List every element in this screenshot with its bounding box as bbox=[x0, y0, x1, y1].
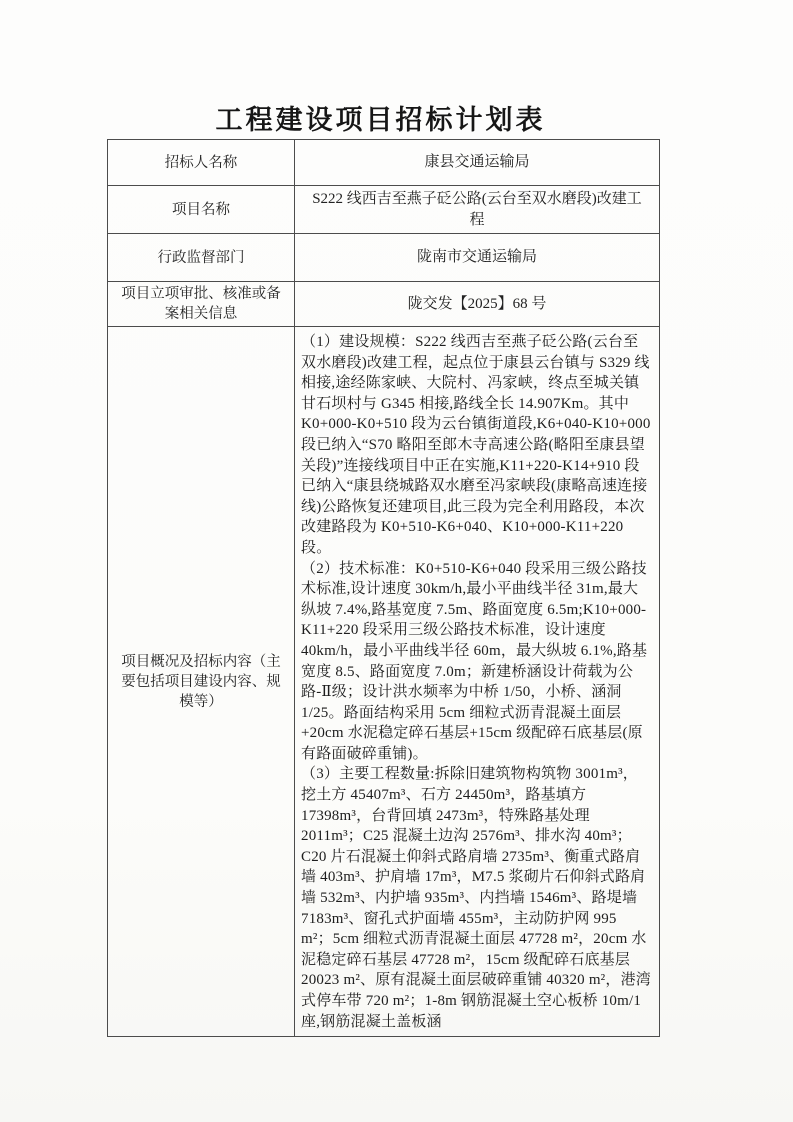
table-row bbox=[108, 140, 660, 186]
supervision-department-value: 陇南市交通运输局 bbox=[295, 234, 660, 282]
table-row bbox=[108, 186, 660, 234]
approval-info-value: 陇交发【2025】68 号 bbox=[295, 282, 660, 327]
bidding-plan-table bbox=[107, 139, 660, 1037]
project-name-value: S222 线西吉至燕子砭公路(云台至双水磨段)改建工程 bbox=[295, 186, 660, 234]
overview-paragraph-construction-scale: （1）建设规模：S222 线西吉至燕子砭公路(云台至双水磨段)改建工程，起点位于康县云台镇与 S329 线相接,途经陈家峡、大院村、冯家峡，终点至城关镇甘石坝村与 G345 相接,路线全长 14.907Km。其中 K0+000-K0+510 段为云台镇街道段,K6+040-K10+000 段已纳入“S70 略阳至郎木寺高速公路(略阳至康县望关段)”连接线项目中正在实施,K11+220-K14+910 段已纳入“康县绕城路双水磨至冯家峡段(康略高速连接线)公路恢复还建项目,此三段为完全利用路段，本次改建路段为 K0+510-K6+040、K10+000-K11+220 段。 bbox=[301, 334, 651, 556]
table-row bbox=[108, 234, 660, 282]
project-name-label: 项目名称 bbox=[108, 186, 295, 234]
tenderer-name-label: 招标人名称 bbox=[108, 140, 295, 186]
overview-paragraph-technical-standards: （2）技术标准：K0+510-K6+040 段采用三级公路技术标准,设计速度 30km/h,最小平曲线半径 31m,最大纵坡 7.4%,路基宽度 7.5m、路面宽度 6.5m;K10+000-K11+220 段采用三级公路技术标准，设计速度 40km/h，最小平曲线半径 60m，最大纵坡 6.1%,路基宽度 8.5、路面宽度 7.0m；新建桥涵设计荷载为公路-Ⅱ级；设计洪水频率为中桥 1/50，小桥、涵洞 1/25。路面结构采用 5cm 细粒式沥青混凝土面层+20cm 水泥稳定碎石基层+15cm 级配碎石底基层(原有路面破碎重铺)。 bbox=[301, 560, 648, 762]
table-row bbox=[108, 327, 660, 1037]
overview-paragraph-main-quantities: （3）主要工程数量:拆除旧建筑物构筑物 3001m³，挖土方 45407m³、石方 24450m³，路基填方 17398m³，台背回填 2473m³，特殊路基处理 2011m³；C25 混凝土边沟 2576m³、排水沟 40m³；C20 片石混凝土仰斜式路肩墙 2735m³、衡重式路肩墙 403m³、护肩墙 17m³，M7.5 浆砌片石仰斜式路肩墙 532m³、内护墙 935m³、内挡墙 1546m³、路堤墙 7183m³、窗孔式护面墙 455m³，主动防护网 995 m²；5cm 细粒式沥青混凝土面层 47728 m²，20cm 水泥稳定碎石基层 47728 m²，15cm 级配碎石底基层 20023 m²、原有混凝土面层破碎重铺 40320 m²，港湾式停车带 720 m²；1-8m 钢筋混凝土空心板桥 10m/1 座,钢筋混凝土盖板涵 bbox=[301, 766, 651, 1030]
tenderer-name-value: 康县交通运输局 bbox=[295, 140, 660, 186]
table-row bbox=[108, 282, 660, 327]
project-overview-value bbox=[295, 327, 660, 1037]
approval-info-label: 项目立项审批、核准或备案相关信息 bbox=[108, 282, 295, 327]
page-title: 工程建设项目招标计划表 bbox=[215, 105, 546, 135]
project-overview-label: 项目概况及招标内容（主要包括项目建设内容、规模等） bbox=[108, 327, 295, 1037]
supervision-department-label: 行政监督部门 bbox=[108, 234, 295, 282]
